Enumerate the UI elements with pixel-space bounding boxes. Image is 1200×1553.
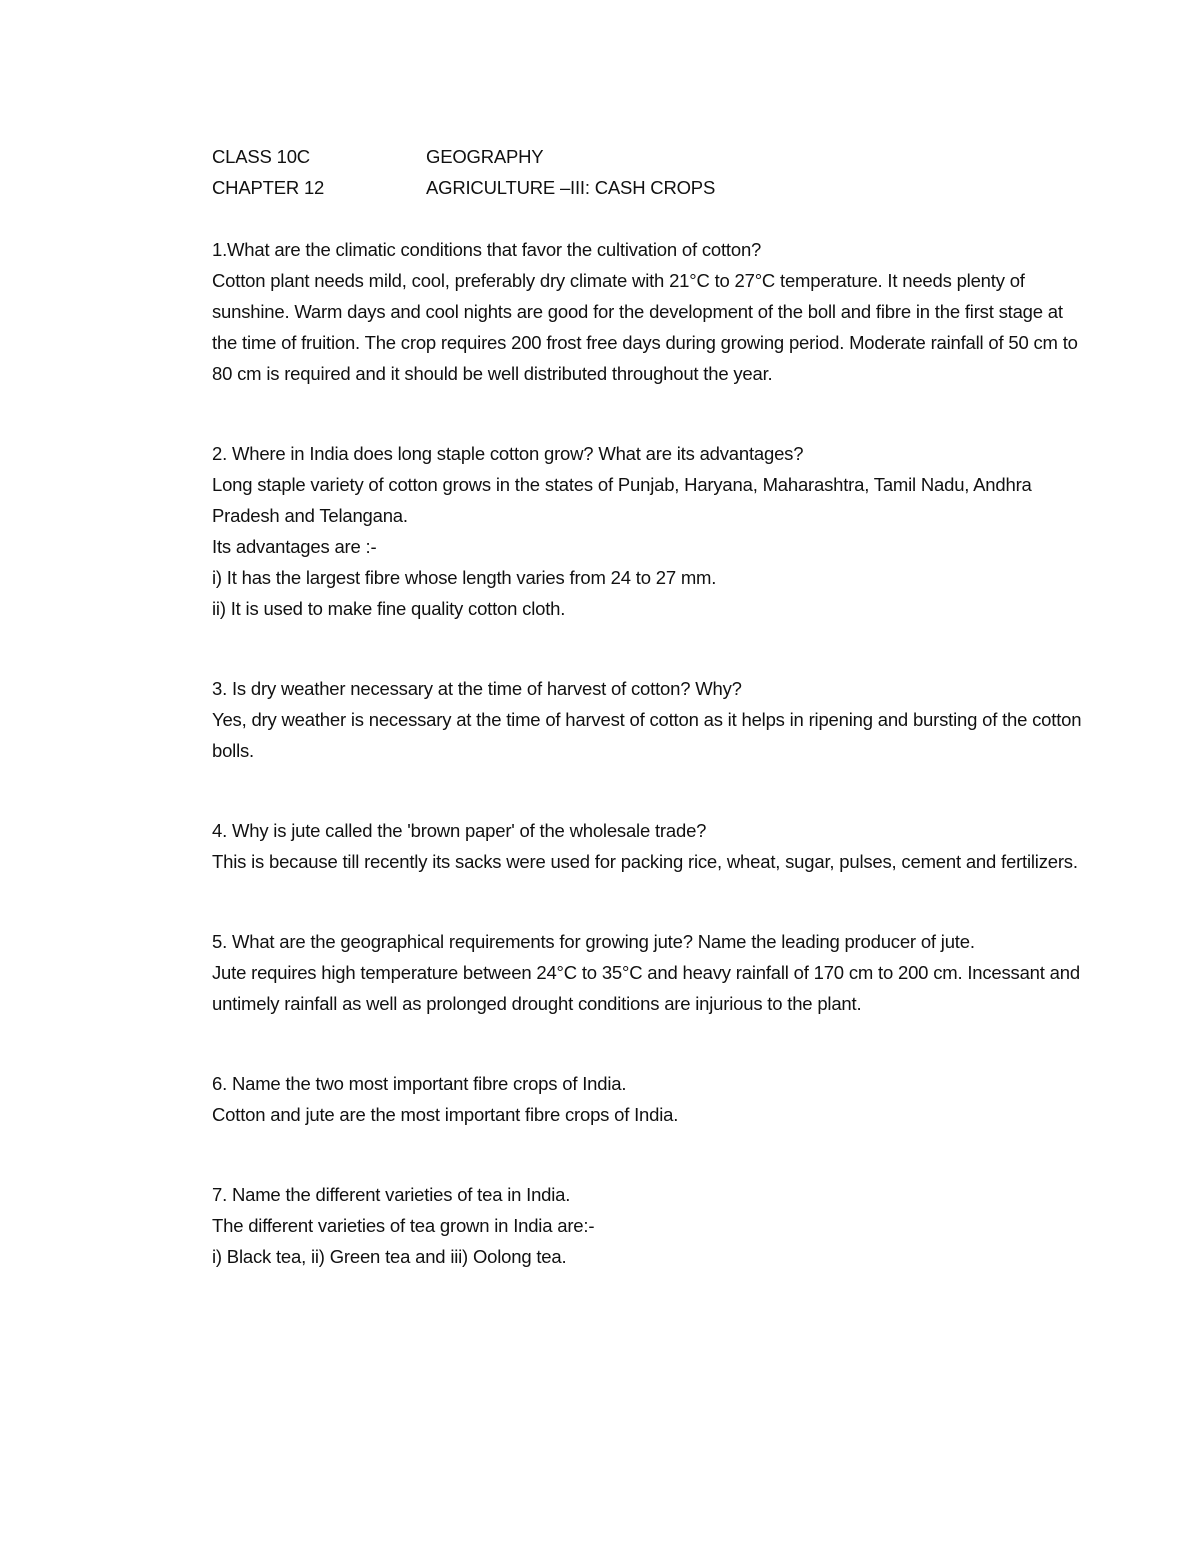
answer-2-point-1: i) It has the largest fibre whose length varies from 24 to 27 mm. bbox=[212, 567, 717, 588]
answer-2-intro: Its advantages are :- bbox=[212, 536, 377, 557]
header-row-class bbox=[212, 141, 1092, 172]
answer-2: Long staple variety of cotton grows in the states of Punjab, Haryana, Maharashtra, Tamil Nadu, Andhra Pradesh and Telangana. bbox=[212, 474, 1032, 526]
question-7: 7. Name the different varieties of tea in India. bbox=[212, 1184, 571, 1205]
answer-6: Cotton and jute are the most important fibre crops of India. bbox=[212, 1104, 679, 1125]
question-4: 4. Why is jute called the 'brown paper' of the wholesale trade? bbox=[212, 820, 707, 841]
answer-7-point-1: i) Black tea, ii) Green tea and iii) Oolong tea. bbox=[212, 1246, 567, 1267]
answer-4: This is because till recently its sacks were used for packing rice, wheat, sugar, pulses, cement and fertilizers. bbox=[212, 851, 1078, 872]
question-2: 2. Where in India does long staple cotton grow? What are its advantages? bbox=[212, 443, 804, 464]
answer-5: Jute requires high temperature between 24°C to 35°C and heavy rainfall of 170 cm to 200 cm. Incessant and untimely rainfall as well as prolonged drought conditions are injurious to the plant. bbox=[212, 962, 1080, 1014]
qa-item-4 bbox=[212, 815, 1092, 877]
class-label: CLASS 10C bbox=[212, 146, 310, 167]
question-1: 1.What are the climatic conditions that favor the cultivation of cotton? bbox=[212, 239, 762, 260]
question-6: 6. Name the two most important fibre crops of India. bbox=[212, 1073, 627, 1094]
chapter-label: CHAPTER 12 bbox=[212, 177, 325, 198]
answer-1: Cotton plant needs mild, cool, preferably dry climate with 21°C to 27°C temperature. It needs plenty of sunshine. Warm days and cool nights are good for the development of the boll and fibre in the first stage at the time of fruition. The crop requires 200 frost free days during growing period. Moderate rainfall of 50 cm to 80 cm is required and it should be well distributed throughout the year. bbox=[212, 270, 1078, 384]
qa-item-7 bbox=[212, 1179, 1092, 1272]
document-header bbox=[212, 141, 1092, 203]
answer-3: Yes, dry weather is necessary at the time of harvest of cotton as it helps in ripening and bursting of the cotton bolls. bbox=[212, 709, 1082, 761]
qa-item-5 bbox=[212, 926, 1092, 1019]
document-content bbox=[212, 141, 1092, 1321]
subject-label: GEOGRAPHY bbox=[426, 146, 544, 167]
header-row-chapter bbox=[212, 172, 1092, 203]
qa-item-1 bbox=[212, 234, 1092, 389]
qa-item-2 bbox=[212, 438, 1092, 624]
question-3: 3. Is dry weather necessary at the time of harvest of cotton? Why? bbox=[212, 678, 742, 699]
chapter-title: AGRICULTURE –III: CASH CROPS bbox=[426, 177, 716, 198]
answer-2-point-2: ii) It is used to make fine quality cotton cloth. bbox=[212, 598, 566, 619]
question-5: 5. What are the geographical requirements for growing jute? Name the leading producer of jute. bbox=[212, 931, 975, 952]
answer-7: The different varieties of tea grown in India are:- bbox=[212, 1215, 595, 1236]
qa-item-6 bbox=[212, 1068, 1092, 1130]
qa-item-3 bbox=[212, 673, 1092, 766]
